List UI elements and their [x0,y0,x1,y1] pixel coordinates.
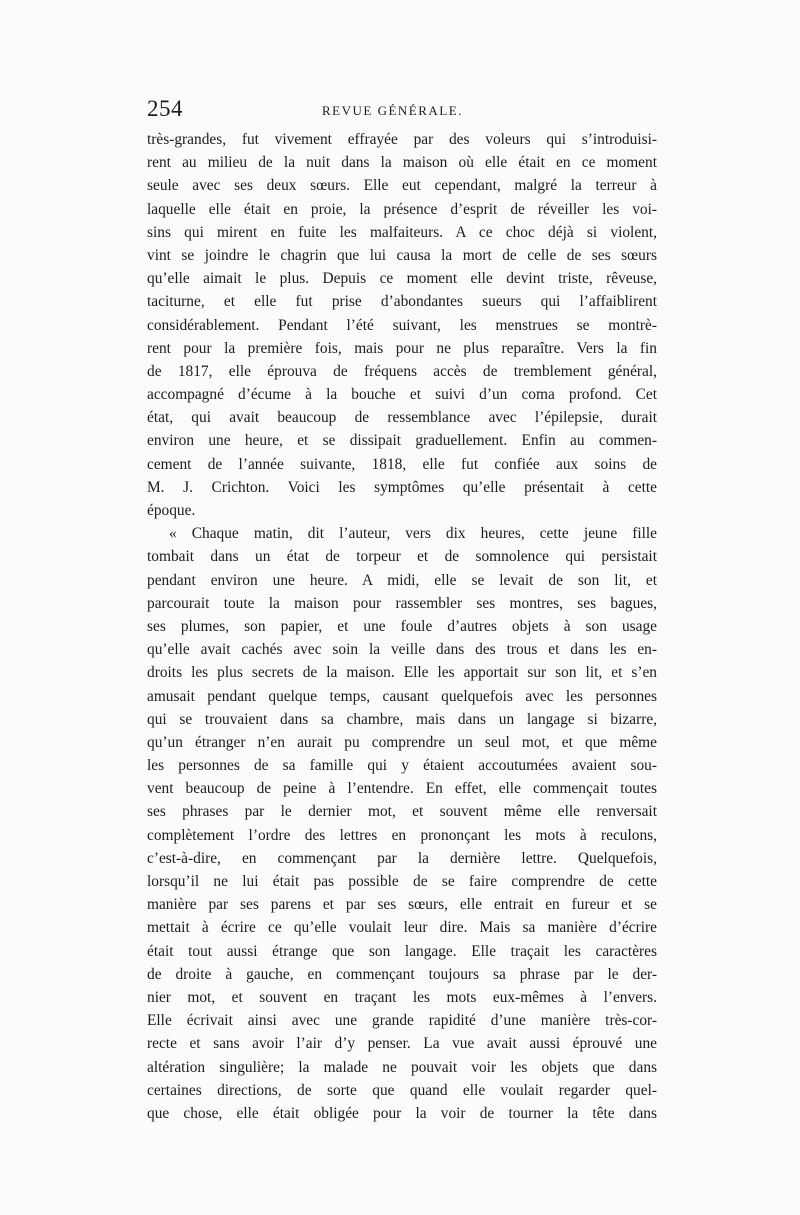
text-line: ses plumes, son papier, et une foule d’autres objets à son usage [147,617,657,635]
text-line: seule avec ses deux sœurs. Elle eut cependant, malgré la terreur à [147,177,657,195]
text-line: de 1817, elle éprouva de fréquens accès de tremblement général, [147,362,657,380]
text-line: mettait à écrire ce qu’elle voulait leur dire. Mais sa manière d’écrire [147,919,657,937]
text-line: amusait pendant quelque temps, causant quelquefois avec les personnes [147,687,657,705]
text-line: vent beaucoup de peine à l’entendre. En effet, elle commençait toutes [147,780,657,798]
text-line: était tout aussi étrange que son langage. Elle traçait les caractères [147,942,657,960]
text-line: époque. [147,502,196,519]
text-line: tombait dans un état de torpeur et de somnolence qui persistait [147,548,657,566]
text-line: très-grandes, fut vivement effrayée par des voleurs qui s’introduisi- [147,131,657,148]
text-line: de droite à gauche, en commençant toujours sa phrase par le der- [147,965,657,983]
text-line: M. J. Crichton. Voici les symptômes qu’elle présentait à cette [147,478,657,496]
text-line: Elle écrivait ainsi avec une grande rapidité d’une manière très-cor- [147,1012,657,1030]
body-text [147,128,657,1125]
text-line: certaines directions, de sorte que quand elle voulait regarder quel- [147,1081,657,1099]
text-line: nier mot, et souvent en traçant les mots eux-mêmes à l’envers. [147,988,657,1006]
text-line: accompagné d’écume à la bouche et suivi d’un coma profond. Cet [147,386,657,404]
text-line: « Chaque matin, dit l’auteur, vers dix heures, cette jeune fille [169,525,657,543]
text-line: les personnes de sa famille qui y étaient accoutumées avaient sou- [147,757,657,775]
text-line: altération singulière; la malade ne pouvait voir les objets que dans [147,1058,657,1076]
text-line: qu’elle avait cachés avec soin la veille dans des trous et dans les en- [147,641,657,659]
page-number: 254 [147,96,183,121]
text-line: lorsqu’il ne lui était pas possible de se faire comprendre de cette [147,873,657,890]
text-line: parcourait toute la maison pour rassembler ses montres, ses bagues, [147,594,657,612]
text-line: que chose, elle était obligée pour la voir de tourner la tête dans [147,1104,657,1122]
text-line: manière par ses parens et par ses sœurs, elle entrait en fureur et se [147,896,657,914]
text-line: droits les plus secrets de la maison. Elle les apportait sur son lit, et s’en [147,664,657,682]
text-line: qu’elle aimait le plus. Depuis ce moment elle devint triste, rêveuse, [147,270,657,288]
text-line: laquelle elle était en proie, la présence d’esprit de réveiller les voi- [147,200,657,218]
text-line: environ une heure, et se dissipait graduellement. Enfin au commen- [147,432,657,450]
text-line: vint se joindre le chagrin que lui causa la mort de celle de ses sœurs [147,246,657,264]
text-line: c’est-à-dire, en commençant par la dernière lettre. Quelquefois, [147,849,657,867]
text-line: rent pour la première fois, mais pour ne plus reparaître. Vers la fin [147,339,657,357]
text-line: complètement l’ordre des lettres en prononçant les mots à reculons, [147,826,657,844]
page-header [147,96,657,126]
text-line: considérablement. Pendant l’été suivant, les menstrues se montrè- [147,316,657,334]
text-line: qu’un étranger n’en aurait pu comprendre un seul mot, et que même [147,733,657,751]
text-line: taciturne, et elle fut prise d’abondantes sueurs qui l’affaiblirent [147,293,657,311]
text-line: pendant environ une heure. A midi, elle se levait de son lit, et [147,571,657,589]
text-line: état, qui avait beaucoup de ressemblance avec l’épilepsie, durait [147,409,657,427]
text-line: ses phrases par le dernier mot, et souvent même elle renversait [147,803,657,821]
text-line: recte et sans avoir l’air d’y penser. La vue avait aussi éprouvé une [147,1035,657,1053]
text-line: cement de l’année suivante, 1818, elle fut confiée aux soins de [147,455,657,473]
text-line: sins qui mirent en fuite les malfaiteurs. A ce choc déjà si violent, [147,223,657,241]
text-line: qui se trouvaient dans sa chambre, mais dans un langage si bizarre, [147,710,657,728]
text-line: rent au milieu de la nuit dans la maison où elle était en ce moment [147,154,657,172]
running-head: REVUE GÉNÉRALE. [322,103,463,118]
